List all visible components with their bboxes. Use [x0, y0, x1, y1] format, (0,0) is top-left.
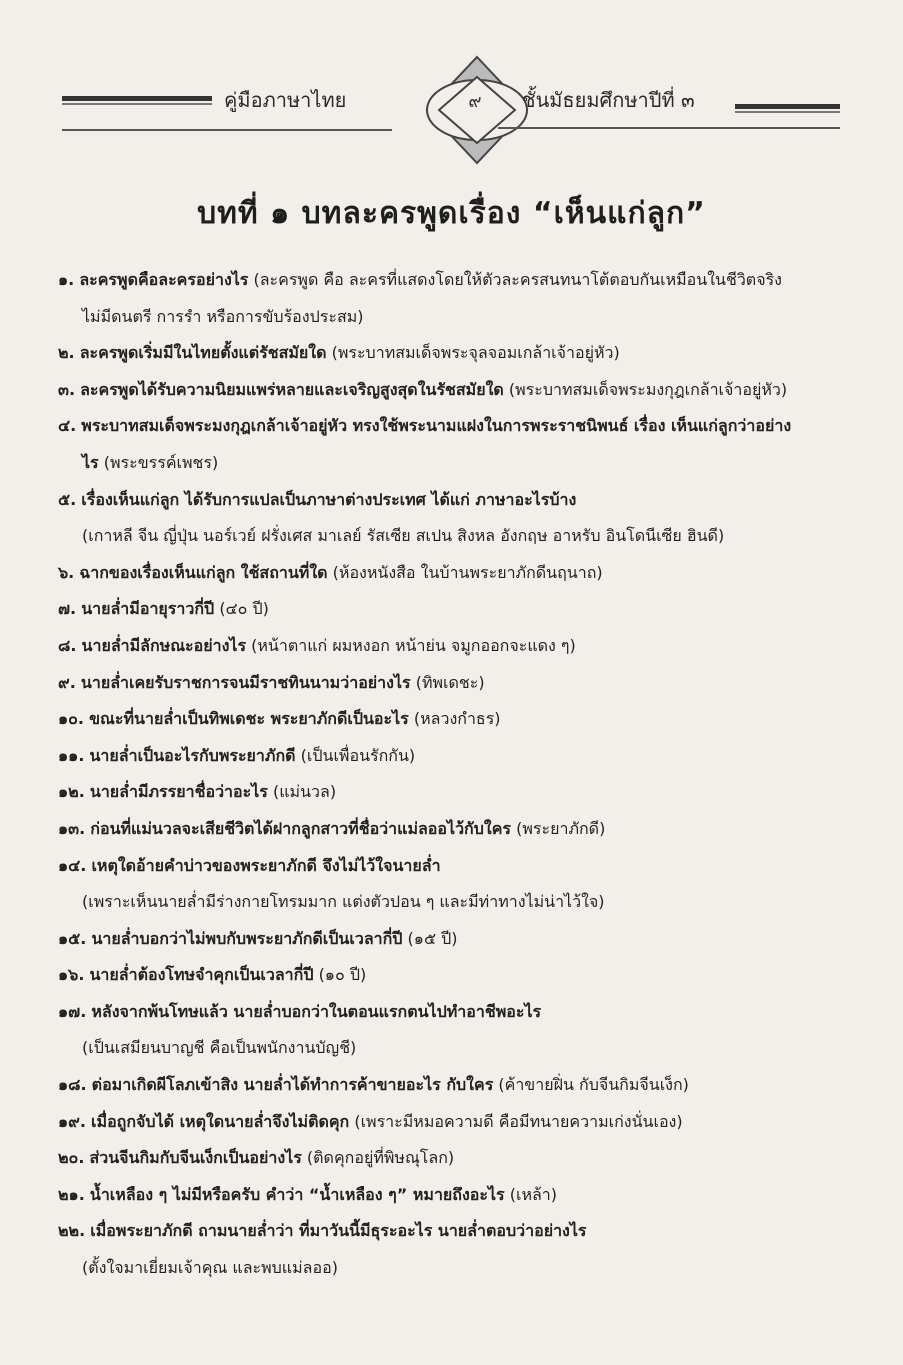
qa-line [58, 665, 888, 702]
question-text: นายล่ำบอกว่าไม่พบกับพระยาภักดีเป็นเวลากี่ปี [91, 928, 403, 948]
qa-continuation-line [58, 884, 888, 921]
qa-item [58, 335, 888, 372]
answer-text: (ค้าขายฝิ่น กับจีนกิมจีนเง็ก) [498, 1075, 689, 1095]
question-text: เมื่อพระยาภักดี ถามนายล่ำว่า ที่มาวันนี้มีธุระอะไร นายล่ำตอบว่าอย่างไร [90, 1221, 587, 1241]
qa-item [58, 1067, 888, 1104]
item-number: ๙. [58, 672, 76, 692]
question-text: ละครพูดได้รับความนิยมแพร่หลายและเจริญสูงสุดในรัชสมัยใด [80, 379, 504, 399]
answer-text: (แม่นวล) [272, 782, 337, 802]
qa-item [58, 738, 888, 775]
item-number: ๒๑. [58, 1184, 85, 1204]
qa-line [58, 1213, 888, 1250]
qa-item [58, 555, 888, 592]
qa-continuation-line [58, 299, 888, 336]
header-rule-right-thin [735, 111, 840, 113]
item-number: ๑๔. [58, 855, 87, 875]
item-number: ๑๒. [58, 782, 85, 802]
answer-text: (ติดคุกอยู่ที่พิษณุโลก) [306, 1148, 455, 1168]
qa-line [58, 1067, 888, 1104]
qa-continuation-line [58, 1250, 888, 1287]
qa-line [58, 994, 888, 1031]
qa-line [58, 335, 888, 372]
qa-item [58, 408, 888, 481]
qa-item [58, 665, 888, 702]
question-text: ฉากของเรื่องเห็นแก่ลูก ใช้สถานที่ใด [79, 562, 328, 582]
item-number: ๑๕. [58, 928, 87, 948]
qa-continuation-line [58, 1030, 888, 1067]
qa-line [58, 701, 888, 738]
qa-item [58, 482, 888, 555]
item-number: ๑๑. [58, 745, 85, 765]
question-text: พระบาทสมเด็จพระมงกุฎเกล้าเจ้าอยู่หัว ทรงใช้พระนามแฝงในการพระราชนิพนธ์ เรื่อง เห็นแก่ลูกว่าอย่าง [81, 416, 792, 436]
question-text: หลังจากพ้นโทษแล้ว นายล่ำบอกว่าในตอนแรกตนไปทำอาชีพอะไร [91, 1001, 542, 1021]
question-text: ต่อมาเกิดผีโลภเข้าสิง นายล่ำได้ทำการค้าขายอะไร กับใคร [91, 1075, 494, 1095]
question-text: น้ำเหลือง ๆ ไม่มีหรือครับ คำว่า “น้ำเหลือง ๆ” หมายถึงอะไร [89, 1184, 505, 1204]
answer-text: (พระยาภักดี) [516, 818, 606, 838]
question-text: ละครพูดเริ่มมีในไทยตั้งแต่รัชสมัยใด [79, 343, 327, 363]
question-text: ก่อนที่แม่นวลจะเสียชีวิตได้ฝากลูกสาวที่ชื่อว่าแม่ลออไว้กับใคร [90, 818, 512, 838]
qa-item [58, 994, 888, 1067]
qa-line [58, 957, 888, 994]
item-number: ๒. [58, 343, 75, 363]
qa-item [58, 957, 888, 994]
qa-line [58, 921, 888, 958]
qa-line [58, 408, 888, 445]
qa-line [58, 1104, 888, 1141]
answer-text: (หน้าตาแก่ ผมหงอก หน้าย่น จมูกออกจะแดง ๆ) [251, 635, 576, 655]
answer-text: (เพราะมีหมอความดี คือมีทนายความเก่งนั่นเอง) [354, 1111, 683, 1131]
question-text: นายล่ำมีอายุราวกี่ปี [81, 599, 215, 619]
answer-text: (ห้องหนังสือ ในบ้านพระยาภักดีนฤนาถ) [332, 562, 603, 582]
item-number: ๑๗. [58, 1001, 87, 1021]
item-number: ๔. [58, 416, 77, 436]
question-text: นายล่ำมีลักษณะอย่างไร [81, 635, 247, 655]
answer-text: (พระบาทสมเด็จพระมงกุฎเกล้าเจ้าอยู่หัว) [508, 379, 788, 399]
answer-text: (๑๕ ปี) [407, 928, 458, 948]
qa-item [58, 262, 888, 335]
qa-item [58, 591, 888, 628]
qa-item [58, 921, 888, 958]
qa-line [58, 555, 888, 592]
qa-line [58, 591, 888, 628]
qa-item [58, 1177, 888, 1214]
qa-item [58, 372, 888, 409]
qa-line [58, 1177, 888, 1214]
header-rule-right-thick [735, 104, 840, 109]
qa-line [58, 848, 888, 885]
question-text-continued: ไร [82, 452, 99, 472]
answer-text-continued: (เกาหลี จีน ญี่ปุ่น นอร์เวย์ ฝรั่งเศส มาเลย์ รัสเซีย สเปน สิงหล อังกฤษ อาหรับ อินโดนีเซีย ฮินดี) [82, 526, 725, 546]
question-text: นายล่ำมีภรรยาชื่อว่าอะไร [89, 782, 268, 802]
qa-line [58, 774, 888, 811]
answer-text: (เป็นเพื่อนรักกัน) [300, 745, 416, 765]
item-number: ๓. [58, 379, 76, 399]
qa-line [58, 372, 888, 409]
qa-item [58, 774, 888, 811]
qa-item [58, 1213, 888, 1286]
qa-item [58, 628, 888, 665]
question-text: นายล่ำต้องโทษจำคุกเป็นเวลากี่ปี [89, 965, 314, 985]
qa-item [58, 1104, 888, 1141]
qa-line [58, 738, 888, 775]
chapter-title: บทที่ ๑ บทละครพูดเรื่อง “เห็นแก่ลูก” [197, 196, 706, 231]
header-grade-title: ชั้นมัธยมศึกษาปีที่ ๓ [522, 88, 695, 112]
qa-line [58, 811, 888, 848]
answer-text: (ทิพเดชะ) [415, 672, 485, 692]
header-underline-left [62, 129, 392, 131]
answer-text-continued: (พระขรรค์เพชร) [103, 452, 219, 472]
answer-text: (หลวงกำธร) [413, 709, 501, 729]
question-text: ส่วนจีนกิมกับจีนเง็กเป็นอย่างไร [89, 1148, 302, 1168]
header-rule-left-thick [62, 96, 212, 101]
page-number: ๙ [468, 91, 482, 112]
item-number: ๘. [58, 635, 77, 655]
qa-item [58, 1140, 888, 1177]
header-rule-left-thin [62, 103, 212, 105]
qa-item [58, 848, 888, 921]
answer-text-continued: (ตั้งใจมาเยี่ยมเจ้าคุณ และพบแม่ลออ) [82, 1258, 338, 1278]
item-number: ๑๓. [58, 818, 86, 838]
qa-line [58, 628, 888, 665]
item-number: ๑๘. [58, 1075, 87, 1095]
item-number: ๑๖. [58, 965, 85, 985]
answer-text: (เหล้า) [509, 1184, 558, 1204]
qa-continuation-line [58, 518, 888, 555]
answer-text-continued: ไม่มีดนตรี การรำ หรือการขับร้องประสม) [82, 306, 364, 326]
item-number: ๑๐. [58, 709, 84, 729]
item-number: ๒๐. [58, 1148, 85, 1168]
answer-text: (๔๐ ปี) [219, 599, 269, 619]
qa-item [58, 811, 888, 848]
item-number: ๖. [58, 562, 75, 582]
header-book-title: คู่มือภาษาไทย [224, 88, 347, 112]
question-text: ละครพูดคือละครอย่างไร [79, 270, 249, 289]
qa-continuation-line [58, 445, 888, 482]
answer-text: (๑๐ ปี) [318, 965, 367, 985]
question-text: เรื่องเห็นแก่ลูก ได้รับการแปลเป็นภาษาต่างประเทศ ได้แก่ ภาษาอะไรบ้าง [81, 489, 577, 509]
question-text: เหตุใดอ้ายคำบ่าวของพระยาภักดี จึงไม่ไว้ใจนายล่ำ [91, 855, 441, 875]
item-number: ๗. [58, 599, 77, 619]
answer-text: (พระบาทสมเด็จพระจุลจอมเกล้าเจ้าอยู่หัว) [331, 343, 620, 363]
question-text: นายล่ำเคยรับราชการจนมีราชทินนามว่าอย่างไร [80, 672, 411, 692]
qa-line [58, 262, 888, 299]
qa-item [58, 701, 888, 738]
question-text: นายล่ำเป็นอะไรกับพระยาภักดี [89, 745, 296, 765]
item-number: ๑. [58, 270, 75, 289]
header-underline-right [498, 127, 840, 129]
item-number: ๑๙. [58, 1111, 86, 1131]
item-number: ๕. [58, 489, 77, 509]
answer-text: (ละครพูด คือ ละครที่แสดงโดยให้ตัวละครสนทนาโต้ตอบกันเหมือนในชีวิตจริง [253, 270, 782, 289]
qa-line [58, 482, 888, 519]
qa-line [58, 1140, 888, 1177]
question-answer-list [58, 262, 888, 1287]
answer-text-continued: (เพราะเห็นนายล่ำมีร่างกายโทรมมาก แต่งตัวปอน ๆ และมีท่าทางไม่น่าไว้ใจ) [82, 892, 605, 912]
question-text: ขณะที่นายล่ำเป็นทิพเดชะ พระยาภักดีเป็นอะไร [89, 709, 409, 729]
answer-text-continued: (เป็นเสมียนบาญชี คือเป็นพนักงานบัญชี) [82, 1038, 357, 1058]
item-number: ๒๒. [58, 1221, 86, 1241]
question-text: เมื่อถูกจับได้ เหตุใดนายล่ำจึงไม่ติดคุก [91, 1111, 350, 1131]
